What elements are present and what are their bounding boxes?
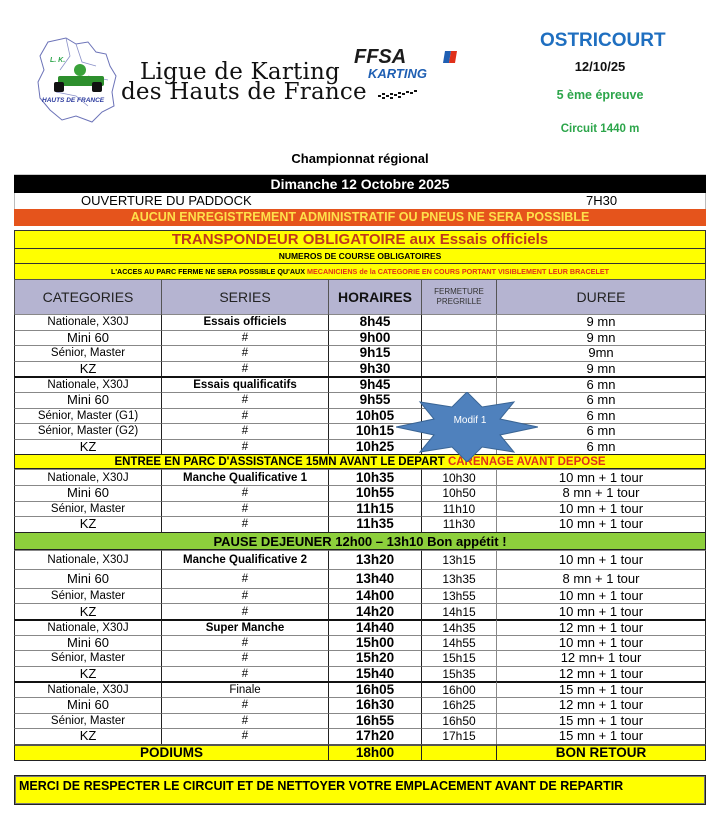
time-cell: 16h30 xyxy=(329,697,422,713)
category-cell: KZ xyxy=(14,666,162,682)
series-cell: Super Manche xyxy=(162,619,329,635)
schedule-row xyxy=(14,588,706,604)
podium-farewell: BON RETOUR xyxy=(497,744,706,761)
series-cell: # xyxy=(162,392,329,408)
time-cell: 16h05 xyxy=(329,681,422,697)
time-cell: 9h00 xyxy=(329,330,422,346)
league-name-line2: des Hauts de France xyxy=(121,79,367,105)
pregrid-close-cell xyxy=(422,330,497,346)
pregrid-close-cell xyxy=(422,314,497,330)
schedule-row xyxy=(14,681,706,697)
series-cell: Essais qualificatifs xyxy=(162,376,329,392)
paddock-opening-row xyxy=(14,193,706,209)
category-cell: KZ xyxy=(14,439,162,455)
transponder-notice: TRANSPONDEUR OBLIGATOIRE aux Essais officiels xyxy=(14,230,706,248)
series-cell: Finale xyxy=(162,681,329,697)
schedule-row xyxy=(14,697,706,713)
circuit-length: Circuit 1440 m xyxy=(560,123,640,135)
category-cell: Nationale, X30J xyxy=(14,681,162,697)
category-cell: Sénior, Master (G1) xyxy=(14,408,162,424)
fairing-notice: CARENAGE AVANT DEPOSE xyxy=(447,456,606,469)
duration-cell: 15 mn + 1 tour xyxy=(497,681,706,697)
category-cell: Nationale, X30J xyxy=(14,469,162,485)
time-cell: 15h40 xyxy=(329,666,422,682)
event-round: 5 ème épreuve xyxy=(556,88,644,102)
series-cell: # xyxy=(162,485,329,501)
time-cell: 14h20 xyxy=(329,603,422,619)
time-cell: 13h20 xyxy=(329,550,422,569)
lunch-break-banner: PAUSE DEJEUNER 12h00 – 13h10 Bon appétit ! xyxy=(14,532,706,550)
duration-cell: 6 mn xyxy=(497,423,706,439)
duration-cell: 10 mn + 1 tour xyxy=(497,550,706,569)
category-cell: Nationale, X30J xyxy=(14,376,162,392)
parc-ferme-text: L'ACCES AU PARC FERME NE SERA POSSIBLE QU'AUX xyxy=(110,267,307,276)
schedule-row xyxy=(14,314,706,330)
schedule-row xyxy=(14,345,706,361)
parc-ferme-highlight: MECANICIENS de la CATEGORIE EN COURS PORTANT VISIBLEMENT LEUR BRACELET xyxy=(307,267,610,276)
category-cell: Nationale, X30J xyxy=(14,550,162,569)
schedule-row xyxy=(14,439,706,455)
assistance-park-notice xyxy=(14,454,706,469)
duration-cell: 6 mn xyxy=(497,376,706,392)
duration-cell: 12 mn+ 1 tour xyxy=(497,650,706,666)
series-cell: # xyxy=(162,569,329,588)
column-header-label: SERIES xyxy=(219,289,271,305)
championship-title: Championnat régional xyxy=(291,151,429,166)
series-cell: # xyxy=(162,423,329,439)
schedule-row xyxy=(14,666,706,682)
pregrid-close-cell: 13h35 xyxy=(422,569,497,588)
series-cell: # xyxy=(162,439,329,455)
schedule-row xyxy=(14,469,706,485)
pregrid-close-cell: 14h35 xyxy=(422,619,497,635)
time-cell: 10h15 xyxy=(329,423,422,439)
schedule-row xyxy=(14,603,706,619)
schedule-row xyxy=(14,728,706,744)
time-cell: 10h25 xyxy=(329,439,422,455)
pregrid-close-cell: 13h15 xyxy=(422,550,497,569)
duration-cell: 10 mn + 1 tour xyxy=(497,469,706,485)
pregrid-close-cell: 15h35 xyxy=(422,666,497,682)
checkered-flag-icon xyxy=(378,88,420,100)
schedule-row xyxy=(14,635,706,651)
series-cell: # xyxy=(162,635,329,651)
category-cell: Nationale, X30J xyxy=(14,314,162,330)
category-cell: KZ xyxy=(14,603,162,619)
category-cell: Nationale, X30J xyxy=(14,619,162,635)
schedule-row xyxy=(14,516,706,532)
duration-cell: 10 mn + 1 tour xyxy=(497,603,706,619)
duration-cell: 9 mn xyxy=(497,330,706,346)
pregrid-close-cell: 14h55 xyxy=(422,635,497,651)
schedule-row xyxy=(14,330,706,346)
time-cell: 17h20 xyxy=(329,728,422,744)
duration-cell: 6 mn xyxy=(497,439,706,455)
duration-cell: 10 mn + 1 tour xyxy=(497,516,706,532)
time-cell: 16h55 xyxy=(329,713,422,729)
duration-cell: 12 mn + 1 tour xyxy=(497,666,706,682)
series-cell: # xyxy=(162,408,329,424)
duration-cell: 10 mn + 1 tour xyxy=(497,588,706,604)
pregrid-close-cell xyxy=(422,376,497,392)
column-header-horaires xyxy=(329,279,422,314)
podium-time: 18h00 xyxy=(329,744,422,761)
no-registration-warning: AUCUN ENREGISTREMENT ADMINISTRATIF OU PNEUS NE SERA POSSIBLE xyxy=(14,209,706,226)
column-header-label: CATEGORIES xyxy=(42,289,134,305)
schedule-row xyxy=(14,713,706,729)
duration-cell: 9 mn xyxy=(497,314,706,330)
duration-cell: 6 mn xyxy=(497,392,706,408)
paddock-opening-time: 7H30 xyxy=(586,193,618,208)
event-city: OSTRICOURT xyxy=(540,30,666,51)
category-cell: KZ xyxy=(14,361,162,377)
series-cell: # xyxy=(162,330,329,346)
duration-cell: 15 mn + 1 tour xyxy=(497,713,706,729)
pregrid-close-cell: 16h50 xyxy=(422,713,497,729)
modification-label: Modif 1 xyxy=(453,415,487,426)
time-cell: 10h35 xyxy=(329,469,422,485)
category-cell: Mini 60 xyxy=(14,635,162,651)
column-header-label: DUREE xyxy=(576,289,626,305)
pregrid-close-cell: 10h30 xyxy=(422,469,497,485)
series-cell: # xyxy=(162,501,329,517)
category-cell: Mini 60 xyxy=(14,485,162,501)
duration-cell: 8 mn + 1 tour xyxy=(497,569,706,588)
series-cell: Essais officiels xyxy=(162,314,329,330)
karting-logo-text: KARTING xyxy=(368,66,427,81)
schedule-row xyxy=(14,650,706,666)
schedule-row xyxy=(14,376,706,392)
schedule-row xyxy=(14,392,706,408)
parc-ferme-notice xyxy=(14,263,706,279)
time-cell: 9h15 xyxy=(329,345,422,361)
time-cell: 9h55 xyxy=(329,392,422,408)
league-logo-map xyxy=(36,36,118,124)
category-cell: KZ xyxy=(14,516,162,532)
category-cell: Sénior, Master xyxy=(14,501,162,517)
duration-cell: 12 mn + 1 tour xyxy=(497,697,706,713)
duration-cell: 9mn xyxy=(497,345,706,361)
duration-cell: 12 mn + 1 tour xyxy=(497,619,706,635)
time-cell: 14h40 xyxy=(329,619,422,635)
series-cell: # xyxy=(162,603,329,619)
duration-cell: 10 mn + 1 tour xyxy=(497,501,706,517)
schedule-row xyxy=(14,423,706,439)
schedule-row xyxy=(14,408,706,424)
schedule-row xyxy=(14,485,706,501)
pregrid-close-cell: 16h25 xyxy=(422,697,497,713)
time-cell: 11h15 xyxy=(329,501,422,517)
time-cell: 9h30 xyxy=(329,361,422,377)
category-cell: Sénior, Master xyxy=(14,713,162,729)
schedule-row xyxy=(14,501,706,517)
logo-caption: HAUTS DE FRANCE xyxy=(42,97,105,104)
duration-cell: 10 mn + 1 tour xyxy=(497,635,706,651)
pregrid-close-cell: 15h15 xyxy=(422,650,497,666)
category-cell: Mini 60 xyxy=(14,569,162,588)
category-cell: Sénior, Master xyxy=(14,345,162,361)
column-header-label: HORAIRES xyxy=(338,289,412,305)
column-header-fermeture-pregrille xyxy=(422,279,497,314)
series-cell: # xyxy=(162,697,329,713)
pregrid-close-cell: 11h30 xyxy=(422,516,497,532)
podium-pregrid xyxy=(422,744,497,761)
category-cell: Sénior, Master xyxy=(14,588,162,604)
assistance-park-text: ENTREE EN PARC D'ASSISTANCE 15MN AVANT LE DEPART xyxy=(114,456,448,469)
series-cell: # xyxy=(162,666,329,682)
duration-cell: 8 mn + 1 tour xyxy=(497,485,706,501)
pregrid-close-cell: 11h10 xyxy=(422,501,497,517)
time-cell: 10h55 xyxy=(329,485,422,501)
schedule-row xyxy=(14,569,706,588)
time-cell: 9h45 xyxy=(329,376,422,392)
league-name-line1: Ligue de Karting xyxy=(140,59,340,85)
time-cell: 15h00 xyxy=(329,635,422,651)
schedule-row xyxy=(14,361,706,377)
column-header-series xyxy=(162,279,329,314)
column-header-categories xyxy=(14,279,162,314)
column-header-label: PREGRILLE xyxy=(436,297,482,306)
category-cell: Sénior, Master xyxy=(14,650,162,666)
column-header-duree xyxy=(497,279,706,314)
paddock-opening-label: OUVERTURE DU PADDOCK xyxy=(81,193,252,208)
duration-cell: 15 mn + 1 tour xyxy=(497,728,706,744)
ffsa-logo-text: FFSA xyxy=(354,46,407,68)
ffsa-flag-icon xyxy=(443,50,457,64)
event-date: 12/10/25 xyxy=(574,59,626,74)
column-header-label: FERMETURE xyxy=(434,287,484,296)
time-cell: 15h20 xyxy=(329,650,422,666)
pregrid-close-cell: 14h15 xyxy=(422,603,497,619)
time-cell: 8h45 xyxy=(329,314,422,330)
modification-star-shape xyxy=(396,392,538,462)
time-cell: 13h40 xyxy=(329,569,422,588)
category-cell: Mini 60 xyxy=(14,392,162,408)
schedule-row xyxy=(14,619,706,635)
time-cell: 11h35 xyxy=(329,516,422,532)
series-cell: # xyxy=(162,713,329,729)
pregrid-close-cell xyxy=(422,345,497,361)
series-cell: Manche Qualificative 2 xyxy=(162,550,329,569)
race-numbers-notice: NUMEROS DE COURSE OBLIGATOIRES xyxy=(14,248,706,263)
day-banner: Dimanche 12 Octobre 2025 xyxy=(14,174,706,193)
podium-row xyxy=(14,744,706,761)
duration-cell: 9 mn xyxy=(497,361,706,377)
category-cell: KZ xyxy=(14,728,162,744)
pregrid-close-cell xyxy=(422,361,497,377)
series-cell: # xyxy=(162,650,329,666)
category-cell: Mini 60 xyxy=(14,697,162,713)
category-cell: Mini 60 xyxy=(14,330,162,346)
series-cell: # xyxy=(162,728,329,744)
pregrid-close-cell: 10h50 xyxy=(422,485,497,501)
logo-lk-text: L. K. xyxy=(50,57,66,64)
footer-notice: MERCI DE RESPECTER LE CIRCUIT ET DE NETTOYER VOTRE EMPLACEMENT AVANT DE REPARTIR xyxy=(14,775,706,805)
pregrid-close-cell: 17h15 xyxy=(422,728,497,744)
series-cell: # xyxy=(162,588,329,604)
duration-cell: 6 mn xyxy=(497,408,706,424)
pregrid-close-cell: 13h55 xyxy=(422,588,497,604)
series-cell: Manche Qualificative 1 xyxy=(162,469,329,485)
schedule-row xyxy=(14,550,706,569)
podium-label: PODIUMS xyxy=(14,744,329,761)
series-cell: # xyxy=(162,361,329,377)
time-cell: 10h05 xyxy=(329,408,422,424)
series-cell: # xyxy=(162,345,329,361)
series-cell: # xyxy=(162,516,329,532)
pregrid-close-cell: 16h00 xyxy=(422,681,497,697)
category-cell: Sénior, Master (G2) xyxy=(14,423,162,439)
time-cell: 14h00 xyxy=(329,588,422,604)
